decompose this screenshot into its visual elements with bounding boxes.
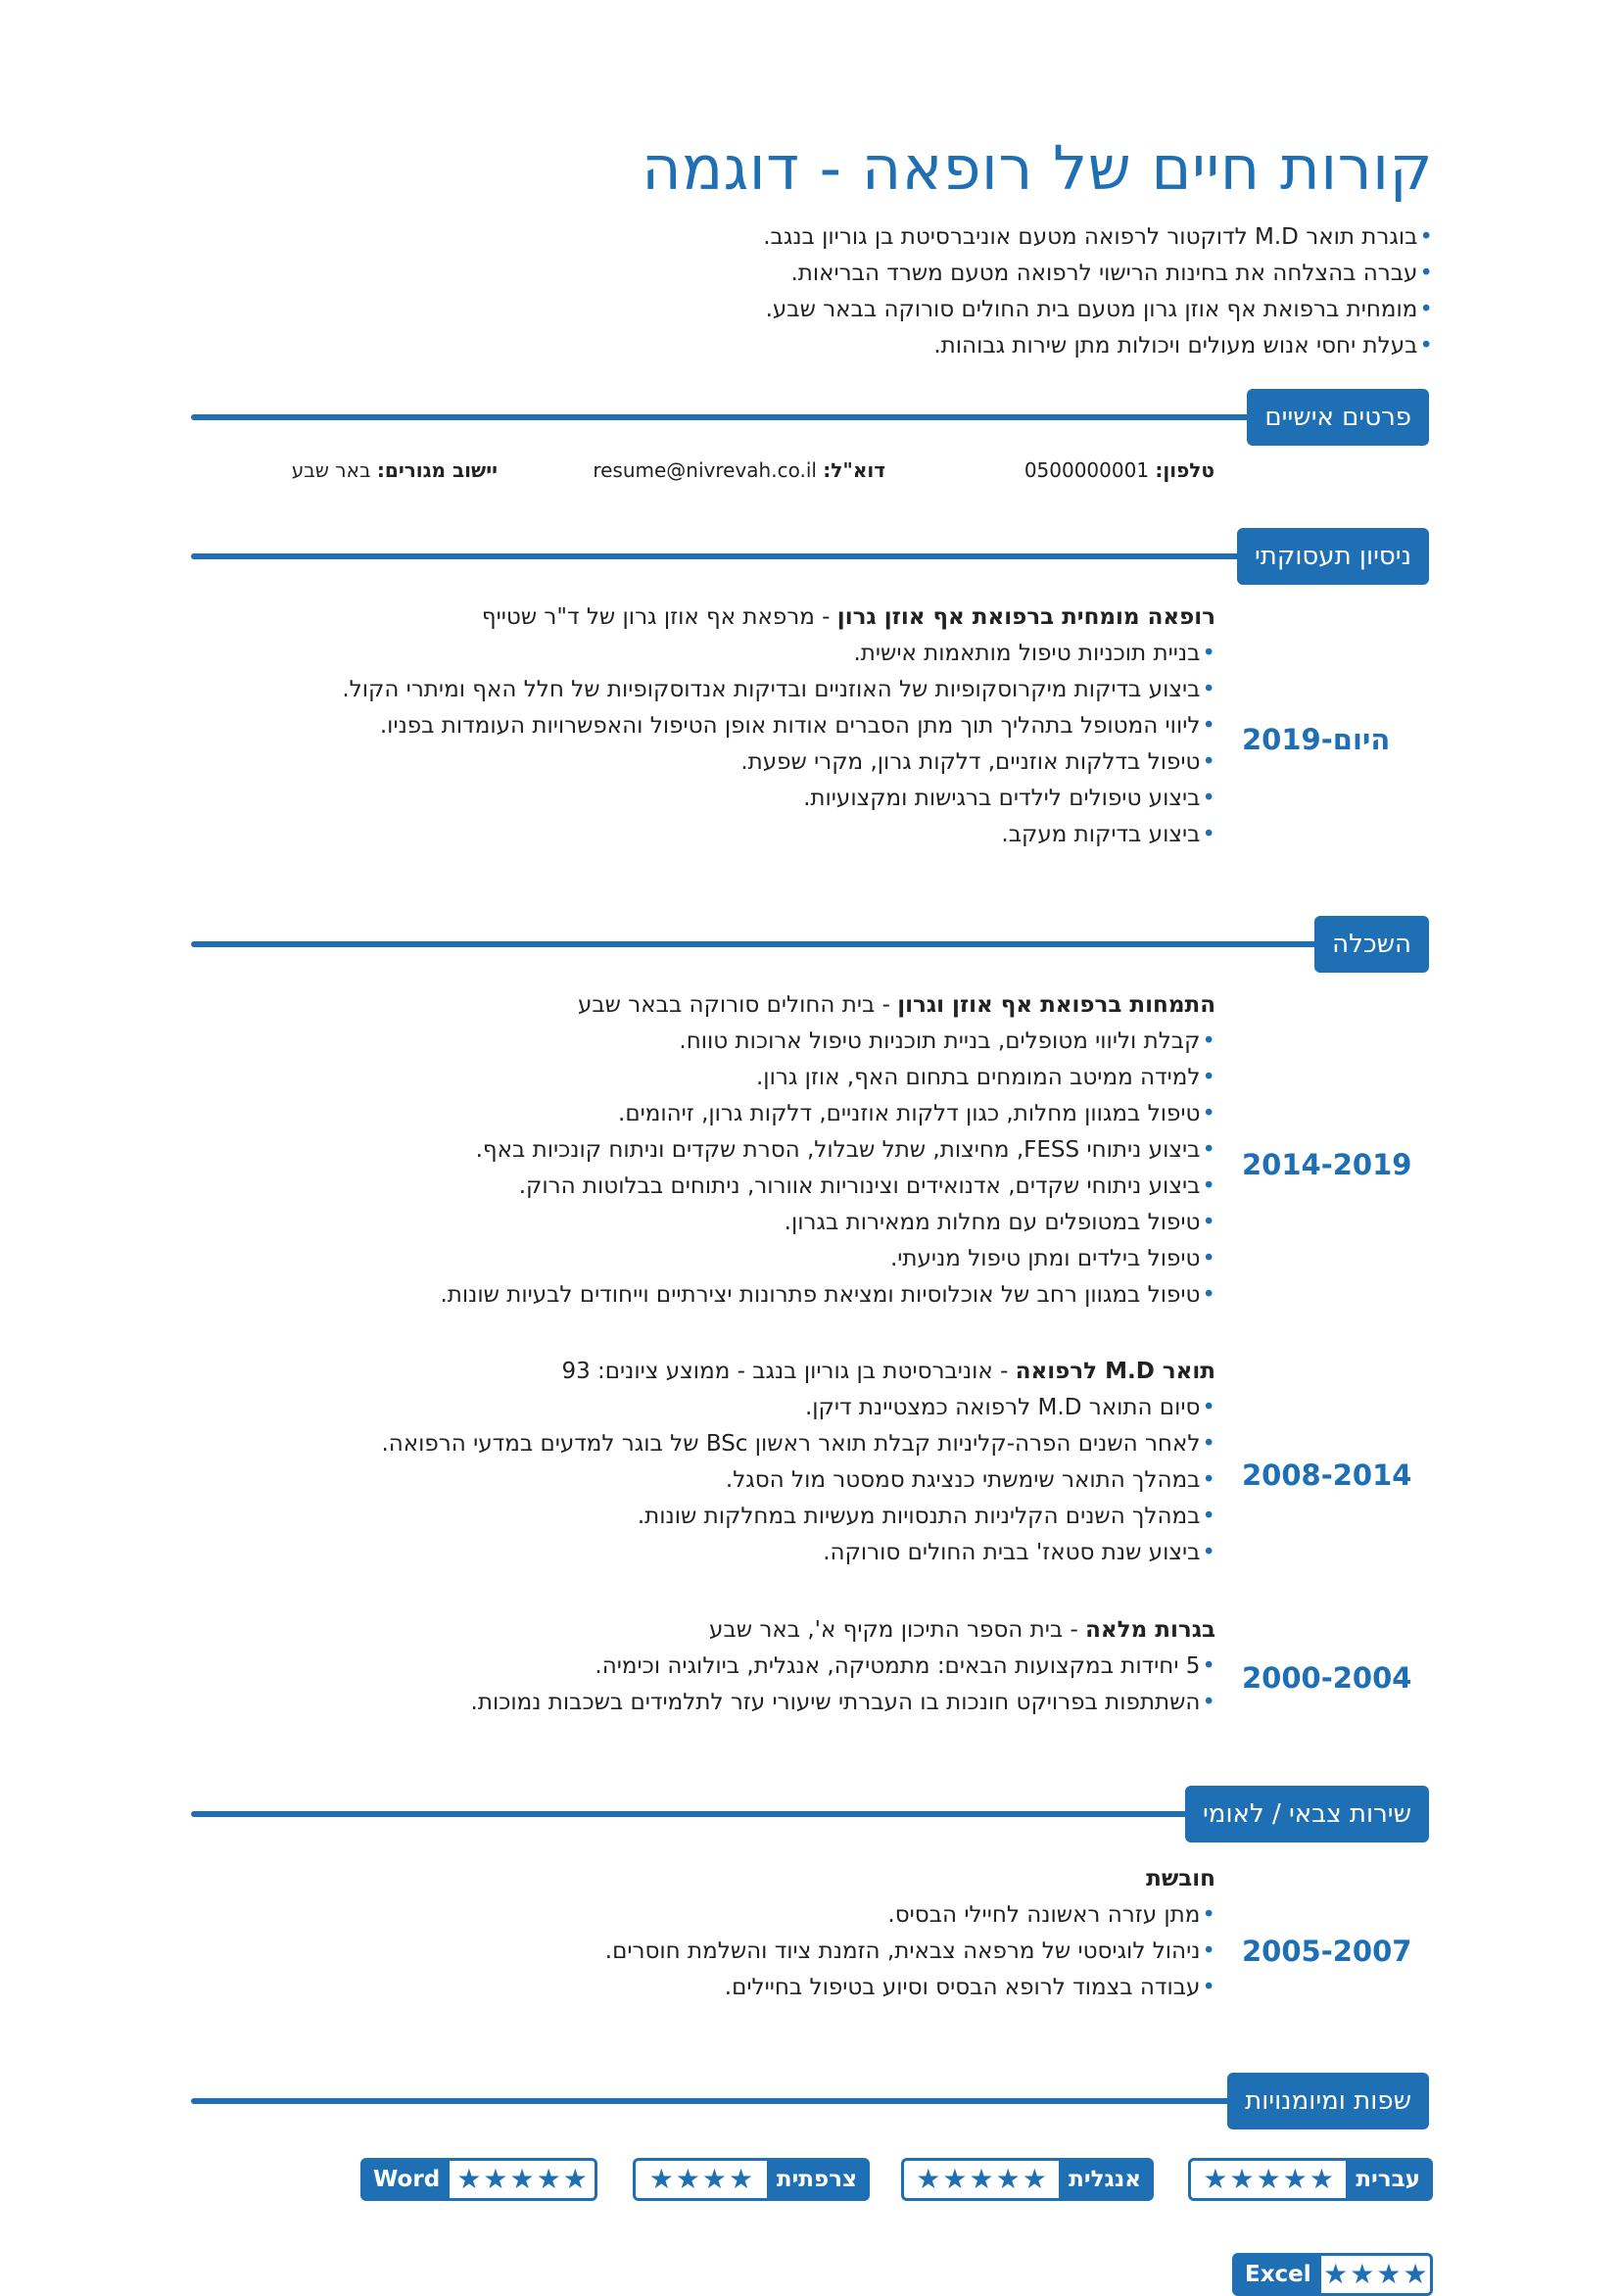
- section-education: [191, 916, 1429, 973]
- list-item: • טיפול בדלקות אוזניים, דלקות גרון, מקרי שפעת.: [236, 744, 1215, 781]
- section-divider: [191, 941, 1390, 947]
- star-icon: ★: [1022, 2163, 1047, 2195]
- experience-entry: [236, 599, 1215, 853]
- star-icon: ★: [648, 2163, 674, 2195]
- list-item: • ביצוע ניתוחי שקדים, אדנואידים וצינוריות אוורור, ניתוחים בבלוטות הרוק.: [236, 1169, 1215, 1205]
- list-item: • טיפול במגוון מחלות, כגון דלקות אוזניים, דלקות גרון, זיהומים.: [236, 1096, 1215, 1132]
- section-heading-experience: ניסיון תעסוקתי: [1237, 528, 1429, 585]
- star-icon: ★: [916, 2163, 941, 2195]
- page-title: קורות חיים של רופאה - דוגמה: [642, 132, 1433, 204]
- section-experience: [191, 528, 1429, 585]
- entry-heading: [236, 1354, 1215, 1390]
- list-item: • במהלך השנים הקליניות התנסויות מעשיות במחלקות שונות.: [236, 1499, 1215, 1535]
- star-icon: ★: [1350, 2258, 1375, 2290]
- skill-label: אנגלית: [1059, 2161, 1151, 2198]
- summary-item: • מומחית ברפואת אף אוזן גרון מטעם בית החולים סורוקה בבאר שבע.: [356, 292, 1433, 328]
- star-icon: ★: [1403, 2258, 1428, 2290]
- star-icon: ★: [509, 2163, 535, 2195]
- star-icon: ★: [969, 2163, 994, 2195]
- section-divider: [191, 414, 1390, 420]
- star-icon: ★: [701, 2163, 728, 2195]
- star-icon: ★: [483, 2163, 508, 2195]
- entry-heading: [236, 1861, 1215, 1897]
- list-item: • במהלך התואר שימשתי כנציגת סמסטר מול הסגל.: [236, 1462, 1215, 1499]
- section-personal: [191, 389, 1429, 446]
- summary-item: • בעלת יחסי אנוש מעולים ויכולות מתן שירות גבוהות.: [356, 328, 1433, 364]
- skill-badge-english: [901, 2158, 1154, 2201]
- email-value: resume@nivrevah.co.il: [593, 458, 817, 482]
- list-item: • טיפול במטופלים עם מחלות ממאירות בגרון.: [236, 1205, 1215, 1241]
- skill-label: צרפתית: [767, 2161, 867, 2198]
- list-item: • ביצוע שנת סטאז' בבית החולים סורוקה.: [236, 1535, 1215, 1571]
- entry-heading: [236, 1612, 1215, 1649]
- list-item: • בניית תוכניות טיפול מותאמות אישית.: [236, 636, 1215, 672]
- section-heading-personal: פרטים אישיים: [1247, 389, 1429, 446]
- star-icon: ★: [1376, 2258, 1402, 2290]
- list-item: • טיפול במגוון רחב של אוכלוסיות ומציאת פתרונות יצירתיים וייחודים לבעיות שונות.: [236, 1277, 1215, 1314]
- entry-bullets: [236, 1897, 1215, 2006]
- star-icon: ★: [1309, 2163, 1334, 2195]
- experience-years: 2019-היום: [1242, 723, 1391, 756]
- list-item: • ביצוע ניתוחי FESS, מחיצות, שתל שבלול, הסרת שקדים וניתוח קונכיות באף.: [236, 1132, 1215, 1169]
- skill-label: Word: [363, 2161, 450, 2198]
- email-field: [593, 458, 885, 482]
- section-divider: [191, 2098, 1390, 2104]
- rating-stars: [904, 2161, 1059, 2198]
- entry-title: חובשת: [1146, 1866, 1215, 1891]
- list-item: • קבלת וליווי מטופלים, בניית תוכניות טיפול ארוכות טווח.: [236, 1024, 1215, 1060]
- list-item: • ביצוע בדיקות מיקרוסקופיות של האוזניים ובדיקות אנדוסקופיות של חלל האף ומיתרי הקול.: [236, 672, 1215, 708]
- summary-item: • עברה בהצלחה את בחינות הרישוי לרפואה מטעם משרד הבריאות.: [356, 256, 1433, 292]
- education-years: 2014-2019: [1242, 1148, 1412, 1181]
- entry-bullets: [236, 1649, 1215, 1721]
- rating-stars: [1191, 2161, 1346, 2198]
- list-item: • למידה ממיטב המומחים בתחום האף, אוזן גרון.: [236, 1060, 1215, 1096]
- star-icon: ★: [1203, 2163, 1228, 2195]
- city-value: באר שבע: [291, 458, 371, 482]
- list-item: • עבודה בצמוד לרופא הבסיס וסיוע בטיפול בחיילים.: [236, 1970, 1215, 2006]
- list-item: • 5 יחידות במקצועות הבאים: מתמטיקה, אנגלית, ביולוגיה וכימיה.: [236, 1649, 1215, 1685]
- list-item: • השתתפות בפרויקט חונכות בו העברתי שיעורי עזר לתלמידים בשכבות נמוכות.: [236, 1685, 1215, 1721]
- entry-title: רופאה מומחית ברפואת אף אוזן גרון: [836, 604, 1215, 630]
- list-item: • סיום התואר M.D לרפואה כמצטיינת דיקן.: [236, 1390, 1215, 1426]
- star-icon: ★: [1229, 2163, 1255, 2195]
- star-icon: ★: [456, 2163, 482, 2195]
- star-icon: ★: [536, 2163, 561, 2195]
- list-item: • מתן עזרה ראשונה לחיילי הבסיס.: [236, 1897, 1215, 1934]
- star-icon: ★: [1282, 2163, 1308, 2195]
- skill-badge-french: [633, 2158, 870, 2201]
- entry-org: - בית החולים סורוקה בבאר שבע: [577, 992, 898, 1018]
- entry-bullets: [236, 1024, 1215, 1314]
- education-years: 2000-2004: [1242, 1661, 1412, 1695]
- list-item: • ביצוע טיפולים לילדים ברגישות ומקצועיות.: [236, 781, 1215, 817]
- star-icon: ★: [562, 2163, 588, 2195]
- entry-heading: [236, 987, 1215, 1024]
- entry-bullets: [236, 636, 1215, 853]
- star-icon: ★: [942, 2163, 968, 2195]
- entry-title: התמחות ברפואת אף אוזן וגרון: [897, 992, 1215, 1018]
- section-service: [191, 1786, 1429, 1842]
- list-item: • ניהול לוגיסטי של מרפאה צבאית, הזמנת ציוד והשלמת חוסרים.: [236, 1934, 1215, 1970]
- section-heading-education: השכלה: [1314, 916, 1429, 973]
- entry-bullets: [236, 1390, 1215, 1571]
- section-heading-service: שירות צבאי / לאומי: [1185, 1786, 1429, 1842]
- email-label: דוא"ל:: [823, 458, 885, 482]
- skill-badge-word: [360, 2158, 597, 2201]
- section-divider: [191, 553, 1390, 559]
- rating-stars: [636, 2161, 767, 2198]
- service-entry: [236, 1861, 1215, 2006]
- star-icon: ★: [729, 2163, 754, 2195]
- section-heading-skills: שפות ומיומנויות: [1227, 2073, 1429, 2129]
- education-entry: [236, 987, 1215, 1314]
- list-item: • לאחר השנים הפרה-קליניות קבלת תואר ראשון BSc של בוגר למדעים במדעי הרפואה.: [236, 1426, 1215, 1462]
- list-item: • טיפול בילדים ומתן טיפול מניעתי.: [236, 1241, 1215, 1277]
- summary-list: [356, 219, 1433, 364]
- education-years: 2008-2014: [1242, 1459, 1412, 1492]
- education-entry: [236, 1354, 1215, 1571]
- phone-field: [1024, 458, 1214, 482]
- skill-badge-excel: [1232, 2253, 1433, 2296]
- entry-org: - אוניברסיטת בן גוריון בנגב - ממוצע ציונים: 93: [561, 1359, 1016, 1384]
- list-item: • ליווי המטופל בתהליך תוך מתן הסברים אודות אופן הטיפול והאפשרויות העומדות בפניו.: [236, 708, 1215, 744]
- list-item: • ביצוע בדיקות מעקב.: [236, 817, 1215, 853]
- star-icon: ★: [1256, 2163, 1281, 2195]
- city-field: [292, 458, 498, 482]
- skill-label: עברית: [1346, 2161, 1430, 2198]
- star-icon: ★: [675, 2163, 700, 2195]
- star-icon: ★: [995, 2163, 1021, 2195]
- city-label: יישוב מגורים:: [376, 458, 498, 482]
- entry-org: - מרפאת אף אוזן גרון של ד"ר שטייף: [481, 604, 837, 630]
- rating-stars: [1321, 2256, 1430, 2293]
- summary-item: • בוגרת תואר M.D לדוקטור לרפואה מטעם אוניברסיטת בן גוריון בנגב.: [356, 219, 1433, 256]
- rating-stars: [450, 2161, 595, 2198]
- entry-org: - בית הספר התיכון מקיף א', באר שבע: [709, 1617, 1086, 1643]
- education-entry: [236, 1612, 1215, 1721]
- skill-label: Excel: [1235, 2256, 1321, 2293]
- star-icon: ★: [1323, 2258, 1349, 2290]
- entry-title: בגרות מלאה: [1085, 1617, 1215, 1643]
- skill-badge-hebrew: [1188, 2158, 1433, 2201]
- phone-value: 0500000001: [1024, 458, 1150, 482]
- entry-title: תואר M.D לרפואה: [1015, 1359, 1215, 1384]
- phone-label: טלפון:: [1155, 458, 1214, 482]
- section-skills: [191, 2073, 1429, 2129]
- entry-heading: [236, 599, 1215, 636]
- service-years: 2005-2007: [1242, 1935, 1412, 1968]
